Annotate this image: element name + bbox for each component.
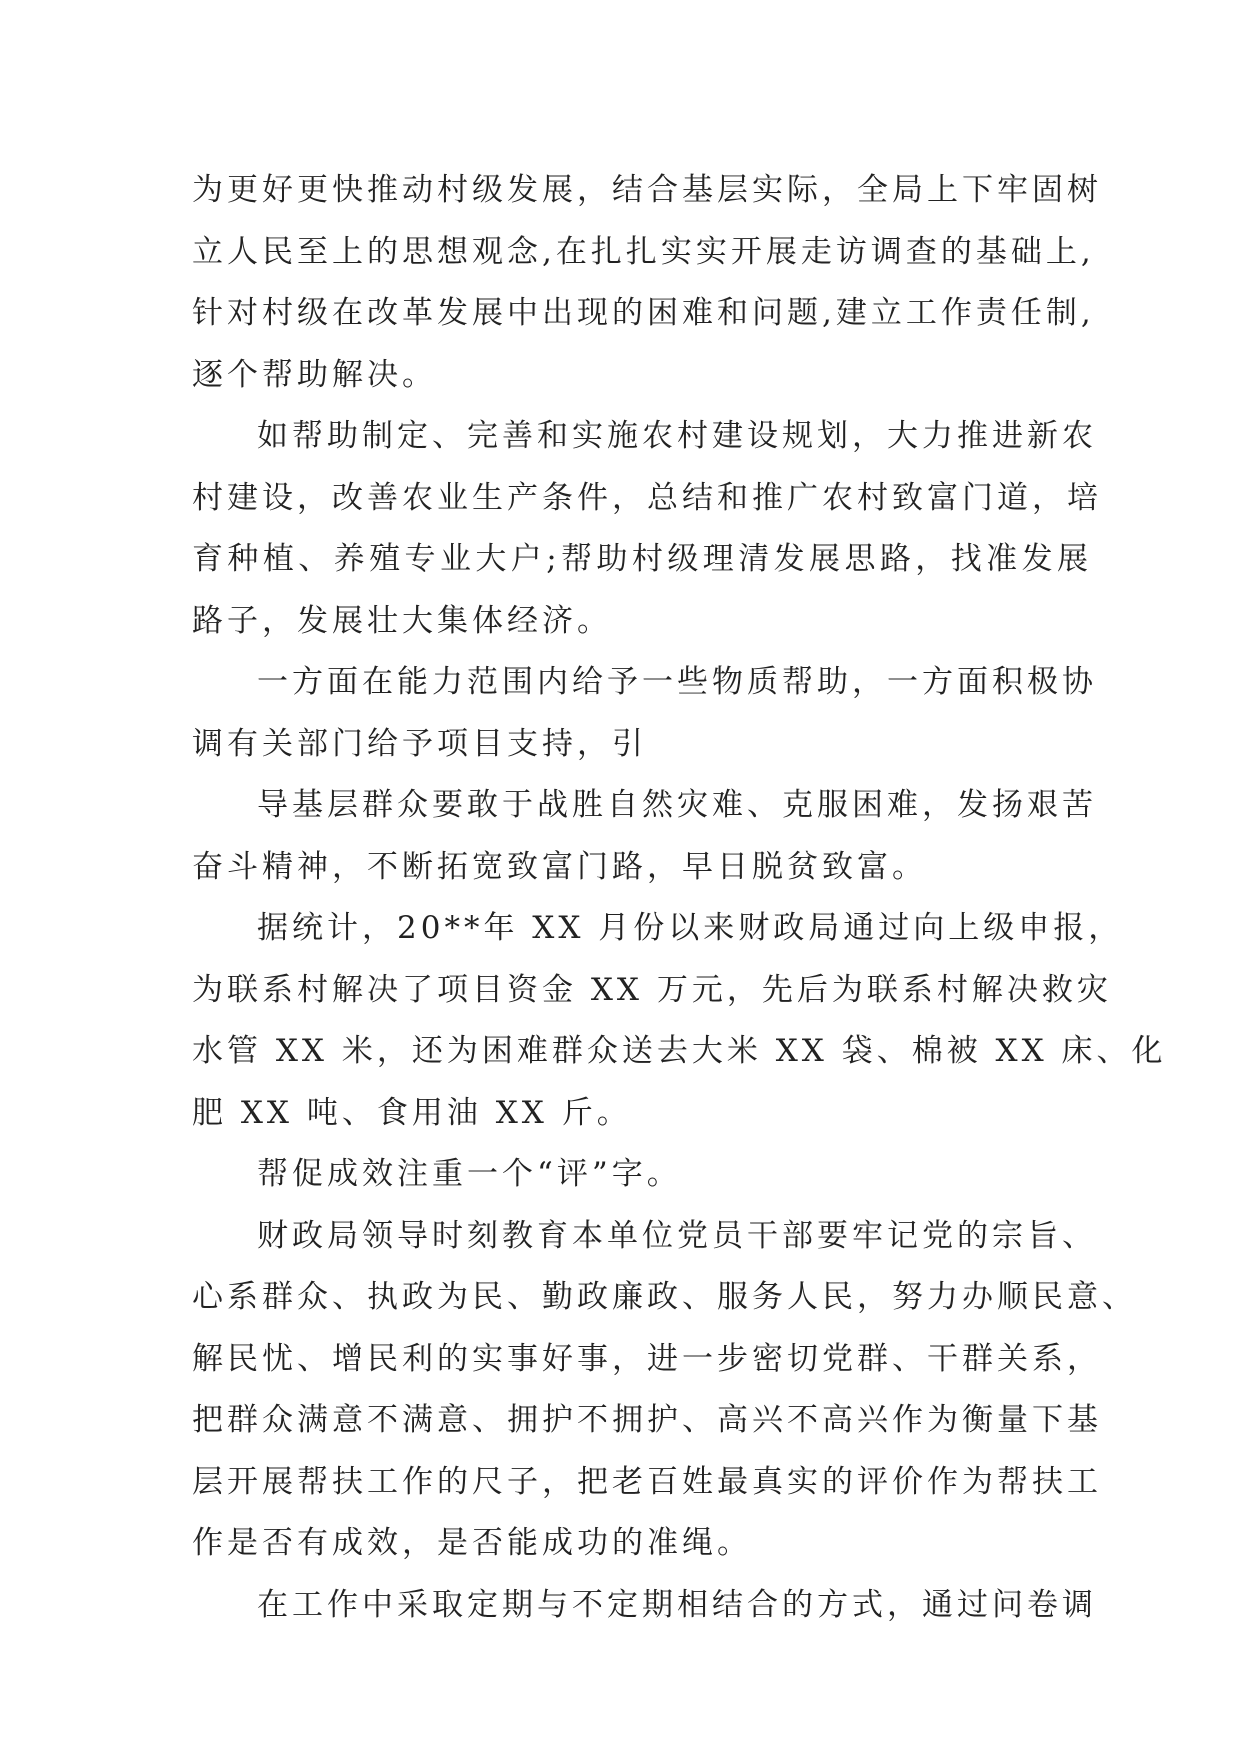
paragraph	[192, 1144, 1092, 1206]
text-line: 一方面在能力范围内给予一些物质帮助，一方面积极协	[257, 664, 1097, 700]
text-line: 肥 XX 吨、食用油 XX 斤。	[192, 1094, 632, 1131]
text-line: 针对村级在改革发展中出现的困难和问题,建立工作责任制,	[192, 295, 1095, 331]
document-body	[192, 160, 1167, 1636]
text-line: 奋斗精神，不断拓宽致富门路，早日脱贫致富。	[192, 848, 927, 885]
text-line: 把群众满意不满意、拥护不拥护、高兴不高兴作为衡量下基	[192, 1402, 1102, 1438]
text-line: 导基层群众要敢于战胜自然灾难、克服困难，发扬艰苦	[257, 787, 1097, 823]
paragraph	[192, 652, 1097, 775]
text-line: 作是否有成效，是否能成功的准绳。	[192, 1525, 752, 1561]
text-line: 立人民至上的思想观念,在扎扎实实开展走访调查的基础上,	[192, 233, 1095, 270]
text-line: 为联系村解决了项目资金 XX 万元，先后为联系村解决救灾	[192, 971, 1112, 1008]
text-line: 在工作中采取定期与不定期相结合的方式，通过问卷调	[257, 1586, 1097, 1623]
text-line: 村建设，改善农业生产条件，总结和推广农村致富门道，培	[192, 479, 1102, 516]
text-line: 据统计，20**年 XX 月份以来财政局通过向上级申报，	[257, 910, 1124, 946]
text-line: 水管 XX 米，还为困难群众送去大米 XX 袋、棉被 XX 床、化	[192, 1033, 1167, 1069]
text-line: 为更好更快推动村级发展，结合基层实际，全局上下牢固树	[192, 172, 1102, 208]
text-line: 如帮助制定、完善和实施农村建设规划，大力推进新农	[257, 418, 1097, 454]
text-line: 层开展帮扶工作的尺子，把老百姓最真实的评价作为帮扶工	[192, 1463, 1102, 1500]
paragraph	[192, 775, 1097, 898]
paragraph	[192, 160, 1102, 406]
text-line: 心系群众、执政为民、勤政廉政、服务人民，努力办顺民意、	[192, 1279, 1137, 1315]
paragraph	[192, 406, 1102, 652]
text-line: 帮促成效注重一个“评”字。	[257, 1156, 682, 1192]
text-line: 逐个帮助解决。	[192, 356, 437, 393]
text-line: 育种植、养殖专业大户;帮助村级理清发展思路，找准发展	[192, 541, 1092, 577]
text-line: 路子，发展壮大集体经济。	[192, 602, 612, 639]
text-line: 财政局领导时刻教育本单位党员干部要牢记党的宗旨、	[257, 1217, 1097, 1254]
paragraph	[192, 1206, 1137, 1575]
text-line: 调有关部门给予项目支持，引	[192, 725, 647, 762]
paragraph	[192, 1575, 1097, 1637]
paragraph	[192, 898, 1167, 1144]
text-line: 解民忧、增民利的实事好事，进一步密切党群、干群关系，	[192, 1340, 1102, 1377]
